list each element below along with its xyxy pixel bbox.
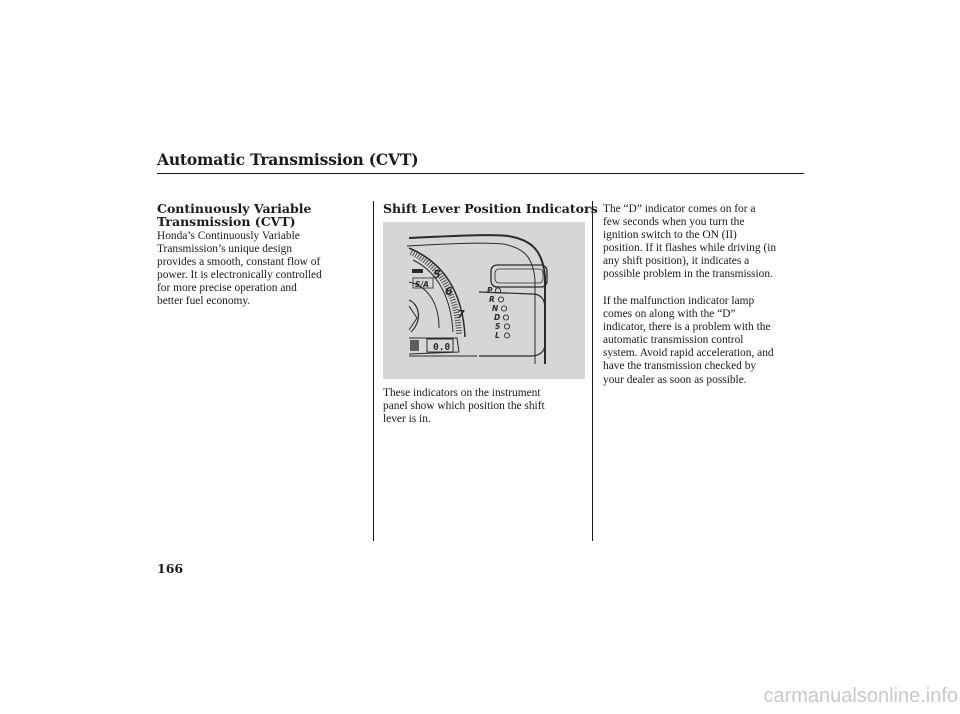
d-indicator-paragraph: The “D” indicator comes on for a few seconds when you turn the ignition switch to the ON (II) position. If it flashes while driving (in any shift position), it indicates a possible problem in the transmission. bbox=[603, 203, 777, 281]
page-number: 166 bbox=[157, 561, 184, 576]
gear-letter-r: R bbox=[489, 295, 495, 304]
gear-lamp-n bbox=[501, 306, 506, 311]
column-divider-left bbox=[373, 201, 374, 541]
odometer-readout: 0.0 bbox=[433, 342, 451, 353]
gear-letter-s: S bbox=[495, 322, 501, 331]
gear-letter-p: P bbox=[487, 286, 493, 295]
indicators-heading: Shift Lever Position Indicators bbox=[383, 201, 598, 216]
title-rule bbox=[157, 173, 804, 174]
cvt-heading: Continuously Variable Transmission (CVT) bbox=[157, 201, 312, 229]
gear-lamp-s bbox=[504, 324, 509, 329]
instrument-panel-figure bbox=[383, 222, 585, 379]
gear-letter-l: L bbox=[495, 331, 500, 340]
column-divider-right bbox=[592, 201, 593, 541]
gear-lamp-r bbox=[498, 297, 503, 302]
gear-lamp-l bbox=[504, 333, 509, 338]
page-title: Automatic Transmission (CVT) bbox=[157, 150, 419, 169]
gauge-number-7: 7 bbox=[457, 308, 465, 321]
gauge-number-5: 5 bbox=[433, 268, 441, 281]
malfunction-paragraph: If the malfunction indicator lamp comes on along with the “D” indicator, there is a problem with the automatic transmission control system. Avoid rapid acceleration, and have the transmission checked by your dealer as soon as possible. bbox=[603, 295, 774, 386]
mode-label: S/A bbox=[415, 280, 429, 289]
indicators-body: These indicators on the instrument panel show which position the shift lever is in. bbox=[383, 387, 545, 426]
watermark: carmanualsonline.info bbox=[763, 685, 958, 707]
gear-lamp-d bbox=[503, 315, 508, 320]
gauge-number-6: 6 bbox=[445, 285, 453, 298]
cvt-body: Honda’s Continuously Variable Transmission’s unique design provides a smooth, constant flow of power. It is electronically controlled for more precise operation and better fuel economy. bbox=[157, 230, 322, 308]
gear-letter-d: D bbox=[494, 313, 501, 322]
instrument-panel-illustration bbox=[383, 222, 585, 379]
gear-letter-n: N bbox=[492, 304, 499, 313]
